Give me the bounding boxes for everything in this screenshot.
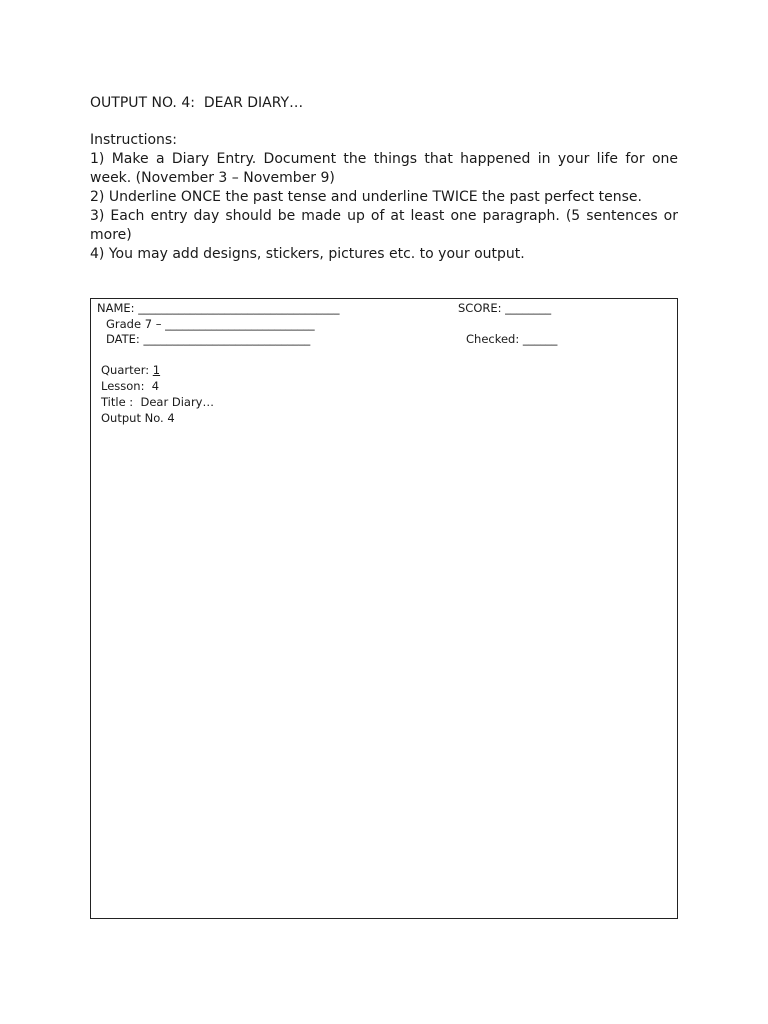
score-label: SCORE: xyxy=(458,301,506,315)
grade-blank: __________________________ xyxy=(165,317,315,331)
checked-label: Checked: xyxy=(466,332,523,346)
lesson-row xyxy=(101,379,159,394)
score-blank: ________ xyxy=(505,301,552,315)
output-label: Output No. xyxy=(101,411,168,425)
output-form-box xyxy=(90,298,678,919)
instruction-item-4: 4) You may add designs, stickers, pictures etc. to your output. xyxy=(90,246,525,262)
score-row xyxy=(458,301,551,316)
checked-blank: ______ xyxy=(522,332,558,346)
output-row xyxy=(101,411,175,426)
instructions-section xyxy=(90,131,678,264)
quarter-row xyxy=(101,363,160,378)
name-label: NAME: xyxy=(97,301,139,315)
date-blank: _____________________________ xyxy=(143,332,311,346)
page-title: OUTPUT NO. 4: DEAR DIARY… xyxy=(90,95,304,111)
name-row xyxy=(97,301,339,316)
title-row xyxy=(101,395,214,410)
grade-label: Grade 7 – xyxy=(106,317,166,331)
title-label: Title : xyxy=(101,395,141,409)
checked-row xyxy=(466,332,557,347)
quarter-value: 1 xyxy=(152,363,161,377)
lesson-value: 4 xyxy=(151,379,160,393)
lesson-label: Lesson: xyxy=(101,379,152,393)
quarter-label: Quarter: xyxy=(101,363,153,377)
date-label: DATE: xyxy=(106,332,144,346)
output-value: 4 xyxy=(167,411,175,425)
grade-row xyxy=(106,317,315,332)
instruction-item-1: 1) Make a Diary Entry. Document the things that happened in your life for one week. (November 3 – November 9) xyxy=(90,151,678,186)
date-row xyxy=(106,332,310,347)
title-value: Dear Diary… xyxy=(140,395,214,409)
name-blank: ___________________________________ xyxy=(138,301,340,315)
instruction-item-3: 3) Each entry day should be made up of at least one paragraph. (5 sentences or more) xyxy=(90,208,678,243)
instructions-label: Instructions: xyxy=(90,132,177,148)
instruction-item-2: 2) Underline ONCE the past tense and underline TWICE the past perfect tense. xyxy=(90,189,642,205)
